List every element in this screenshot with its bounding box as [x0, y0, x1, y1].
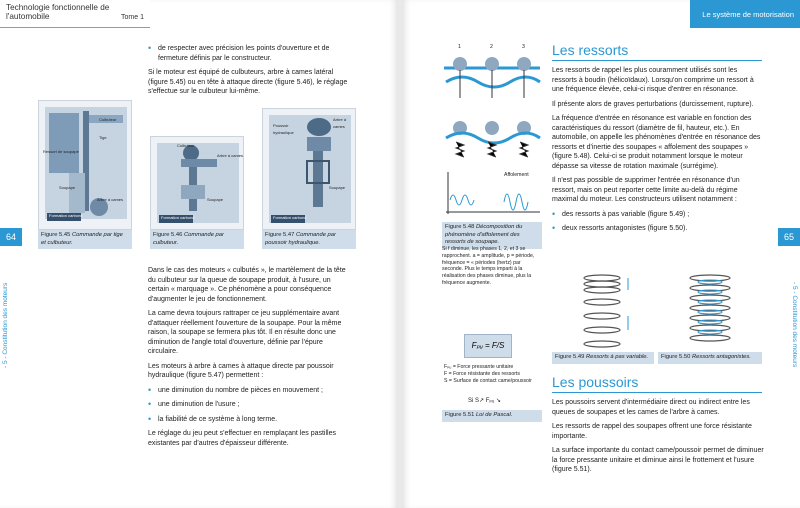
page-number-left: 64 — [0, 228, 22, 246]
heading-poussoirs: Les poussoirs — [552, 374, 639, 390]
right-header — [690, 0, 800, 28]
label-formation: Formation carbone — [49, 213, 83, 218]
heading-rule — [552, 392, 762, 393]
fig-num: Figure 5.51 — [445, 412, 475, 418]
figure-5-47-illustration — [262, 108, 356, 230]
label-soupape: Soupape — [329, 185, 346, 190]
caption-5-48 — [442, 222, 542, 249]
spring-resonance-drawing — [442, 42, 542, 222]
label-formation: Formation carbone — [161, 215, 195, 220]
label-culbuteur: Culbuteur — [177, 143, 195, 148]
figure-5-48-illustration — [442, 42, 542, 222]
para-ressorts-2: Il présente alors de graves perturbations (durcissement, rupture). — [552, 100, 754, 108]
pascal-formula: Fₚᵤ = F/S — [464, 334, 512, 358]
pascal-relation: Si S↗ Fₚᵤ ↘ — [468, 398, 501, 404]
para-poussoirs-3: La surface importante du contact came/poussoir permet de diminuer la force pressante unitaire et diminue ainsi le frottement et l'usure (figure 5.51). — [552, 447, 764, 473]
fig-title: Commande par tige et culbuteur. — [41, 232, 123, 246]
para-culbuteurs: Si le moteur est équipé de culbuteurs, arbre à cames latéral (figure 5.45) ou en tête à attaque directe (figure 5.46), le réglage s'effectue sur le culbuteur lui-même. — [148, 69, 348, 95]
poussoirs-text — [552, 398, 764, 480]
caption-5-47 — [262, 230, 356, 249]
fig-num: Figure 5.47 — [265, 232, 295, 238]
phase-2: 2 — [490, 44, 493, 50]
bullet-item: • des ressorts à pas variable (figure 5.49) ; — [552, 210, 764, 220]
legend-line: S = Surface de contact came/poussoir — [444, 377, 532, 384]
para-poussoir: Les moteurs à arbre à cames à attaque directe par poussoir hydraulique (figure 5.47) permettent : — [148, 362, 334, 379]
variable-pitch-spring — [552, 268, 654, 352]
fig-title: Décomposition du phénomène d'affolement des ressorts de soupape. — [445, 224, 523, 245]
fig-title: Commande par culbuteur. — [153, 232, 224, 246]
label-ressort: Ressort de soupape — [43, 149, 79, 154]
book-volume: Tome 1 — [121, 14, 144, 21]
fig-num: Figure 5.49 — [555, 354, 585, 360]
fig-title: Commande par poussoir hydraulique. — [265, 232, 336, 246]
figure-5-50-illustration — [658, 268, 762, 352]
para-ressorts-4: Il n'est pas possible de supprimer l'entrée en résonance d'un ressort, mais on peut reporter cette limite au-delà du régime maximal du moteur. Les constructeurs utilisent notamment : — [552, 177, 740, 203]
fig-num: Figure 5.46 — [153, 232, 183, 238]
para-ressorts-3: La fréquence d'entrée en résonance est variable en fonction des caractéristiques du ressort (diamètre de fil, hauteur, etc.). En automobile, on appelle les phénomènes d'entrée en résonance des ressorts et d'inertie des soupapes « affolement des soupapes » (figure 5.48). Celui-ci se produit notamment lorsque le moteur dépasse sa vitesse de rotation maximale (surrégime). — [552, 115, 761, 170]
fig-num: Figure 5.50 — [661, 354, 691, 360]
pascal-legend — [444, 364, 544, 384]
label-arbre: Arbre à cames — [333, 117, 347, 129]
fig-548-note: Si f diminue, les phases 1, 2, et 3 se rapprochent. a = amplitude, p = période, fréquence = « périodes (hertz) par seconde. Plus le temps imparti à la réalisation des phases diminue, plus la fréquence augmente. — [442, 246, 535, 286]
legend-line: Fₚᵤ = Force pressante unitaire — [444, 364, 514, 370]
para-ressorts-1: Les ressorts de rappel les plus couramment utilisés sont les ressorts à boudin (hélicoïdaux). Lorsqu'on comprime un ressort à une fréquence élevée, celui-ci risque d'entrer en résonance. — [552, 67, 754, 93]
caption-5-50 — [658, 352, 762, 364]
rocker-arm-drawing — [39, 101, 133, 231]
body-text-left — [148, 266, 353, 453]
fig-num: Figure 5.48 — [445, 224, 475, 230]
label-soupape: Soupape — [59, 185, 76, 190]
side-chapter-left: - 5 - Constitution des moteurs — [2, 282, 9, 368]
para-poussoirs-1: Les poussoirs servent d'intermédiaire direct ou indirect entre les queues de soupapes et les cames de l'arbre à cames. — [552, 399, 750, 416]
caption-5-46 — [150, 230, 244, 249]
para-came: La came devra toujours rattraper ce jeu supplémentaire avant d'attaquer réellement l'ouverture de la soupape. Pour la même raison, la soupape se fermera plus tôt. Il en résulte donc une diminution de l'angle total d'ouverture, définie par l'épure circulaire. — [148, 310, 342, 355]
fig-title: Loi de Pascal. — [475, 412, 513, 418]
figure-5-45-illustration — [38, 100, 132, 230]
label-soupape: Soupape — [207, 197, 224, 202]
bullet-item: • deux ressorts antagonistes (figure 5.50). — [552, 224, 764, 234]
bullet-item: • la fiabilité de ce système à long terme. — [148, 415, 353, 425]
bullet-intro: • de respecter avec précision les points d'ouverture et de fermeture définis par le constructeur. — [148, 44, 353, 63]
left-header — [0, 0, 150, 28]
intro-text — [148, 44, 353, 102]
book-title: Technologie fonctionnelle de l'automobile — [6, 3, 110, 21]
fig-num: Figure 5.45 — [41, 232, 71, 238]
phase-3: 3 — [522, 44, 525, 50]
page-number-right: 65 — [778, 228, 800, 246]
fig-title: Ressorts antagonistes. — [691, 354, 751, 360]
label-tige: Tige — [99, 135, 107, 140]
label-formation: Formation carbone — [273, 215, 307, 220]
caption-5-51 — [442, 410, 542, 422]
phase-1: 1 — [458, 44, 461, 50]
legend-line: F = Force résistante des ressorts — [444, 370, 520, 377]
label-affolement: Affolement — [504, 172, 529, 178]
heading-rule — [552, 60, 762, 61]
label-poussoir: Poussoir hydraulique — [273, 123, 294, 135]
fig-title: Ressorts à pas variable. — [585, 354, 649, 360]
caption-5-49 — [552, 352, 654, 364]
bullet-item: • une diminution de l'usure ; — [148, 400, 353, 410]
right-page — [402, 0, 800, 508]
para-reglage: Le réglage du jeu peut s'effectuer en remplaçant les pastilles existantes par d'autres d'épaisseur différente. — [148, 430, 336, 447]
caption-5-45 — [38, 230, 132, 249]
figure-5-46-illustration — [150, 136, 244, 230]
para-poussoirs-2: Les ressorts de rappel des soupapes offrent une force résistante importante. — [552, 423, 752, 440]
heading-ressorts: Les ressorts — [552, 42, 629, 58]
side-chapter-right: - 5 - Constitution des moteurs — [791, 282, 798, 368]
counter-springs — [658, 268, 762, 352]
figure-5-49-illustration — [552, 268, 654, 352]
label-culbuteur: Culbuteur — [99, 117, 117, 122]
left-page — [0, 0, 398, 508]
para-marquage: Dans le cas des moteurs « culbutés », le martèlement de la tête du culbuteur sur la queue de soupape produit, à l'usure, un certain « marquage ». Ce phénomène a pour conséquence d'augmenter le jeu de fonctionnement. — [148, 267, 346, 303]
label-arbre: Arbre à cames — [217, 153, 244, 158]
section-title: Le système de motorisation — [702, 10, 794, 19]
ressorts-text — [552, 66, 764, 239]
bullet-item: • une diminution du nombre de pièces en mouvement ; — [148, 386, 353, 396]
label-arbre: Arbre à cames — [97, 197, 124, 202]
